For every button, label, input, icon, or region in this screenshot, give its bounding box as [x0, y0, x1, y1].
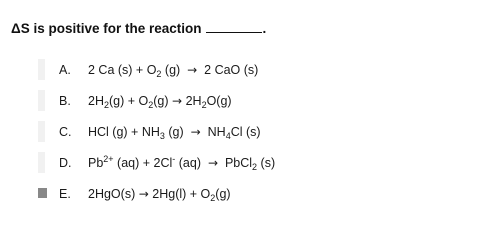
choice-e-marker[interactable] — [38, 188, 47, 198]
reaction-arrow-icon: → — [190, 124, 201, 139]
choice-d-equation: $Pb^{2+}$ (aq) + 2Cl- (aq) → PbCl$_2$ (s) — [88, 153, 276, 172]
choice-a-marker[interactable] — [38, 59, 45, 80]
reaction-arrow-icon: → — [207, 155, 218, 170]
choice-e-equation: $2HgO(s) \to 2Hg(l) + O_2(g)$ — [88, 186, 231, 203]
choice-d-letter: D. — [59, 155, 72, 170]
choice-d[interactable] — [38, 152, 478, 173]
choice-a[interactable] — [38, 59, 478, 80]
choice-a-equation: 2 Ca $(s) + O_2$ (g) → 2 CaO (s) — [88, 62, 259, 79]
choice-a-letter: A. — [59, 62, 71, 77]
choice-b-letter: B. — [59, 93, 71, 108]
choice-c-marker[interactable] — [38, 121, 45, 142]
reaction-arrow-icon: → — [138, 186, 149, 201]
reaction-arrow-icon: → — [172, 93, 183, 108]
reaction-arrow-icon: → — [187, 62, 198, 77]
choice-c-letter: C. — [59, 124, 72, 139]
answer-blank — [206, 20, 262, 33]
question-period: . — [262, 21, 267, 36]
question-label: ΔS is positive for the reaction — [11, 21, 202, 36]
choice-b[interactable] — [38, 90, 478, 111]
choice-b-equation: $2H_2(g) + O_2(g) \to 2H_2O(g)$ — [88, 93, 232, 110]
choice-c-equation: HCl $(g) + NH_3$ $(g) \to NH_4Cl$ (s) — [88, 124, 261, 141]
choice-e-letter: E. — [59, 186, 71, 201]
choice-c[interactable] — [38, 121, 478, 142]
question-text — [11, 20, 266, 36]
choice-b-marker[interactable] — [38, 90, 45, 111]
choice-e[interactable] — [38, 183, 478, 204]
choice-d-marker[interactable] — [38, 152, 45, 173]
